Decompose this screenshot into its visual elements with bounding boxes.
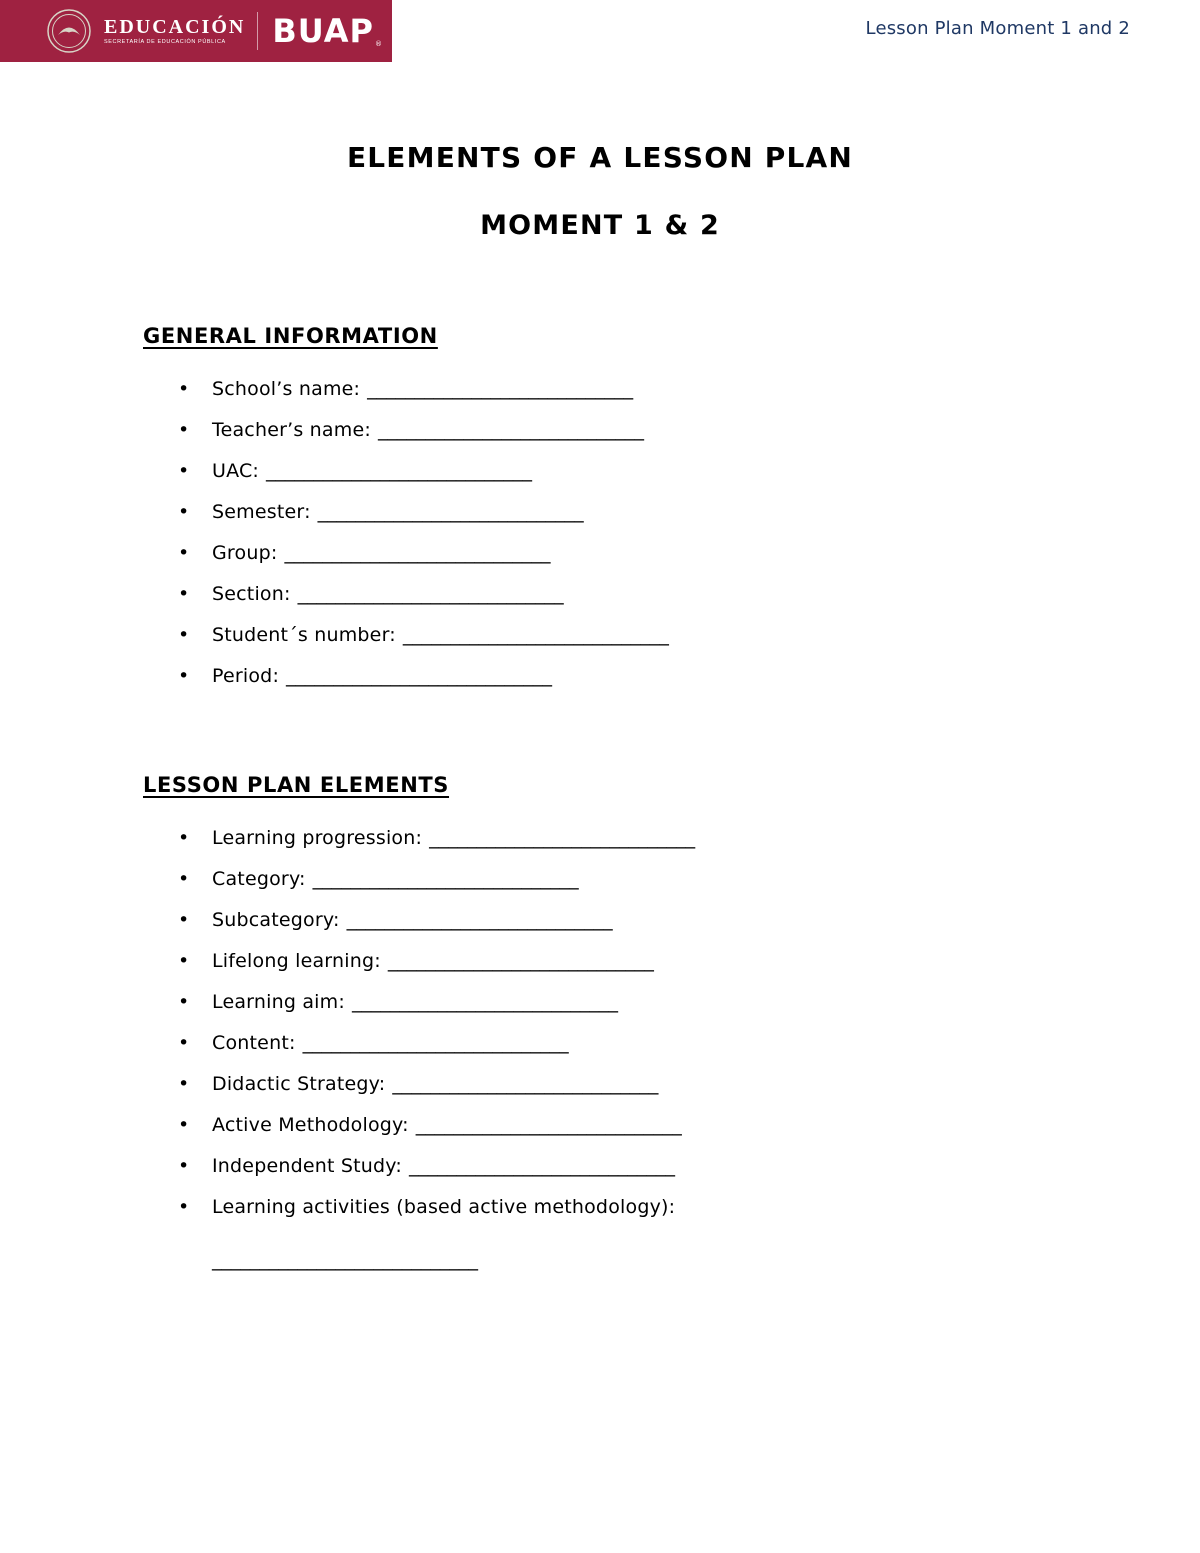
blank-line: ____________________________: [367, 378, 634, 400]
list-item: [178, 1111, 1057, 1139]
field-label: Subcategory:: [212, 909, 340, 931]
gobierno-seal-icon: [46, 8, 92, 54]
list-item-text: [212, 1152, 1057, 1180]
list-item: [178, 662, 1057, 690]
sections: [143, 323, 1057, 1274]
list-item-text: [212, 865, 1057, 893]
blank-line: ____________________________: [346, 909, 613, 931]
blank-line: ____________________________: [402, 624, 669, 646]
bullet-list: [178, 824, 1057, 1274]
educacion-logo: [104, 17, 245, 46]
list-item-text: [212, 457, 1057, 485]
blank-line: ____________________________: [312, 868, 579, 890]
list-item-text: [212, 988, 1057, 1016]
blank-line: ____________________________: [415, 1114, 682, 1136]
field-label: Learning progression:: [212, 827, 423, 849]
list-item-text: [212, 1193, 1057, 1274]
section-heading: LESSON PLAN ELEMENTS: [143, 773, 450, 797]
section: [143, 772, 1057, 1274]
header-brand-bar: [0, 0, 392, 62]
list-item: [178, 988, 1057, 1016]
page-subtitle: MOMENT 1 & 2: [480, 210, 720, 241]
field-label: School’s name:: [212, 378, 361, 400]
blank-line: ____________________________: [377, 419, 644, 441]
educacion-logo-subtitle: SECRETARÍA DE EDUCACIÓN PÚBLICA: [104, 38, 226, 45]
blank-line: ____________________________: [284, 542, 551, 564]
list-item: [178, 539, 1057, 567]
blank-line: ____________________________: [429, 827, 696, 849]
list-item-text: [212, 947, 1057, 975]
field-label: Teacher’s name:: [212, 419, 371, 441]
blank-line: ____________________________: [392, 1073, 659, 1095]
bullet-list: [178, 375, 1057, 690]
section: [143, 323, 1057, 690]
list-item: [178, 947, 1057, 975]
field-label: Learning aim:: [212, 991, 345, 1013]
list-item: [178, 1193, 1057, 1274]
list-item-text: [212, 621, 1057, 649]
list-item-text: [212, 824, 1057, 852]
field-label: Section:: [212, 583, 291, 605]
field-label: Period:: [212, 665, 280, 687]
field-label: Learning activities (based active methodology):: [212, 1196, 676, 1218]
field-label: Semester:: [212, 501, 311, 523]
blank-line: ____________________________: [286, 665, 553, 687]
list-item: [178, 1029, 1057, 1057]
list-item: [178, 498, 1057, 526]
blank-line: ____________________________: [302, 1032, 569, 1054]
field-label: Active Methodology:: [212, 1114, 409, 1136]
field-label: Didactic Strategy:: [212, 1073, 386, 1095]
blank-line: ____________________________: [297, 583, 564, 605]
educacion-logo-title: EDUCACIÓN: [104, 15, 246, 38]
list-item: [178, 865, 1057, 893]
field-label: Student´s number:: [212, 624, 396, 646]
buap-registered-mark: ®: [374, 40, 383, 48]
list-item-text: [212, 375, 1057, 403]
list-item-text: [212, 662, 1057, 690]
list-item-text: [212, 1070, 1057, 1098]
list-item: [178, 375, 1057, 403]
list-item: [178, 1070, 1057, 1098]
list-item-text: [212, 539, 1057, 567]
field-label: UAC:: [212, 460, 260, 482]
list-item-text: [212, 416, 1057, 444]
buap-logo-text: BUAP: [272, 12, 374, 50]
field-label: Content:: [212, 1032, 296, 1054]
blank-line: ____________________________: [387, 950, 654, 972]
list-item: [178, 621, 1057, 649]
field-label: Lifelong learning:: [212, 950, 381, 972]
blank-line: ____________________________: [317, 501, 584, 523]
list-item-text: [212, 580, 1057, 608]
header-doc-label: Lesson Plan Moment 1 and 2: [865, 18, 1130, 39]
section-heading: GENERAL INFORMATION: [143, 324, 438, 348]
list-item: [178, 457, 1057, 485]
buap-logo: [272, 12, 383, 50]
list-item-text: [212, 1029, 1057, 1057]
field-label: Independent Study:: [212, 1155, 402, 1177]
field-label: Category:: [212, 868, 306, 890]
list-item-text: [212, 498, 1057, 526]
blank-line: ____________________________: [266, 460, 533, 482]
list-item: [178, 580, 1057, 608]
page-title: ELEMENTS OF A LESSON PLAN: [346, 141, 854, 174]
list-item: [178, 906, 1057, 934]
list-item: [178, 1152, 1057, 1180]
list-item-text: [212, 1111, 1057, 1139]
blank-line-continuation: ____________________________: [212, 1249, 478, 1271]
blank-line: ____________________________: [408, 1155, 675, 1177]
field-label: Group:: [212, 542, 278, 564]
blank-line: ____________________________: [351, 991, 618, 1013]
list-item: [178, 824, 1057, 852]
list-item-text: [212, 906, 1057, 934]
brand-divider: [257, 12, 258, 50]
list-item: [178, 416, 1057, 444]
